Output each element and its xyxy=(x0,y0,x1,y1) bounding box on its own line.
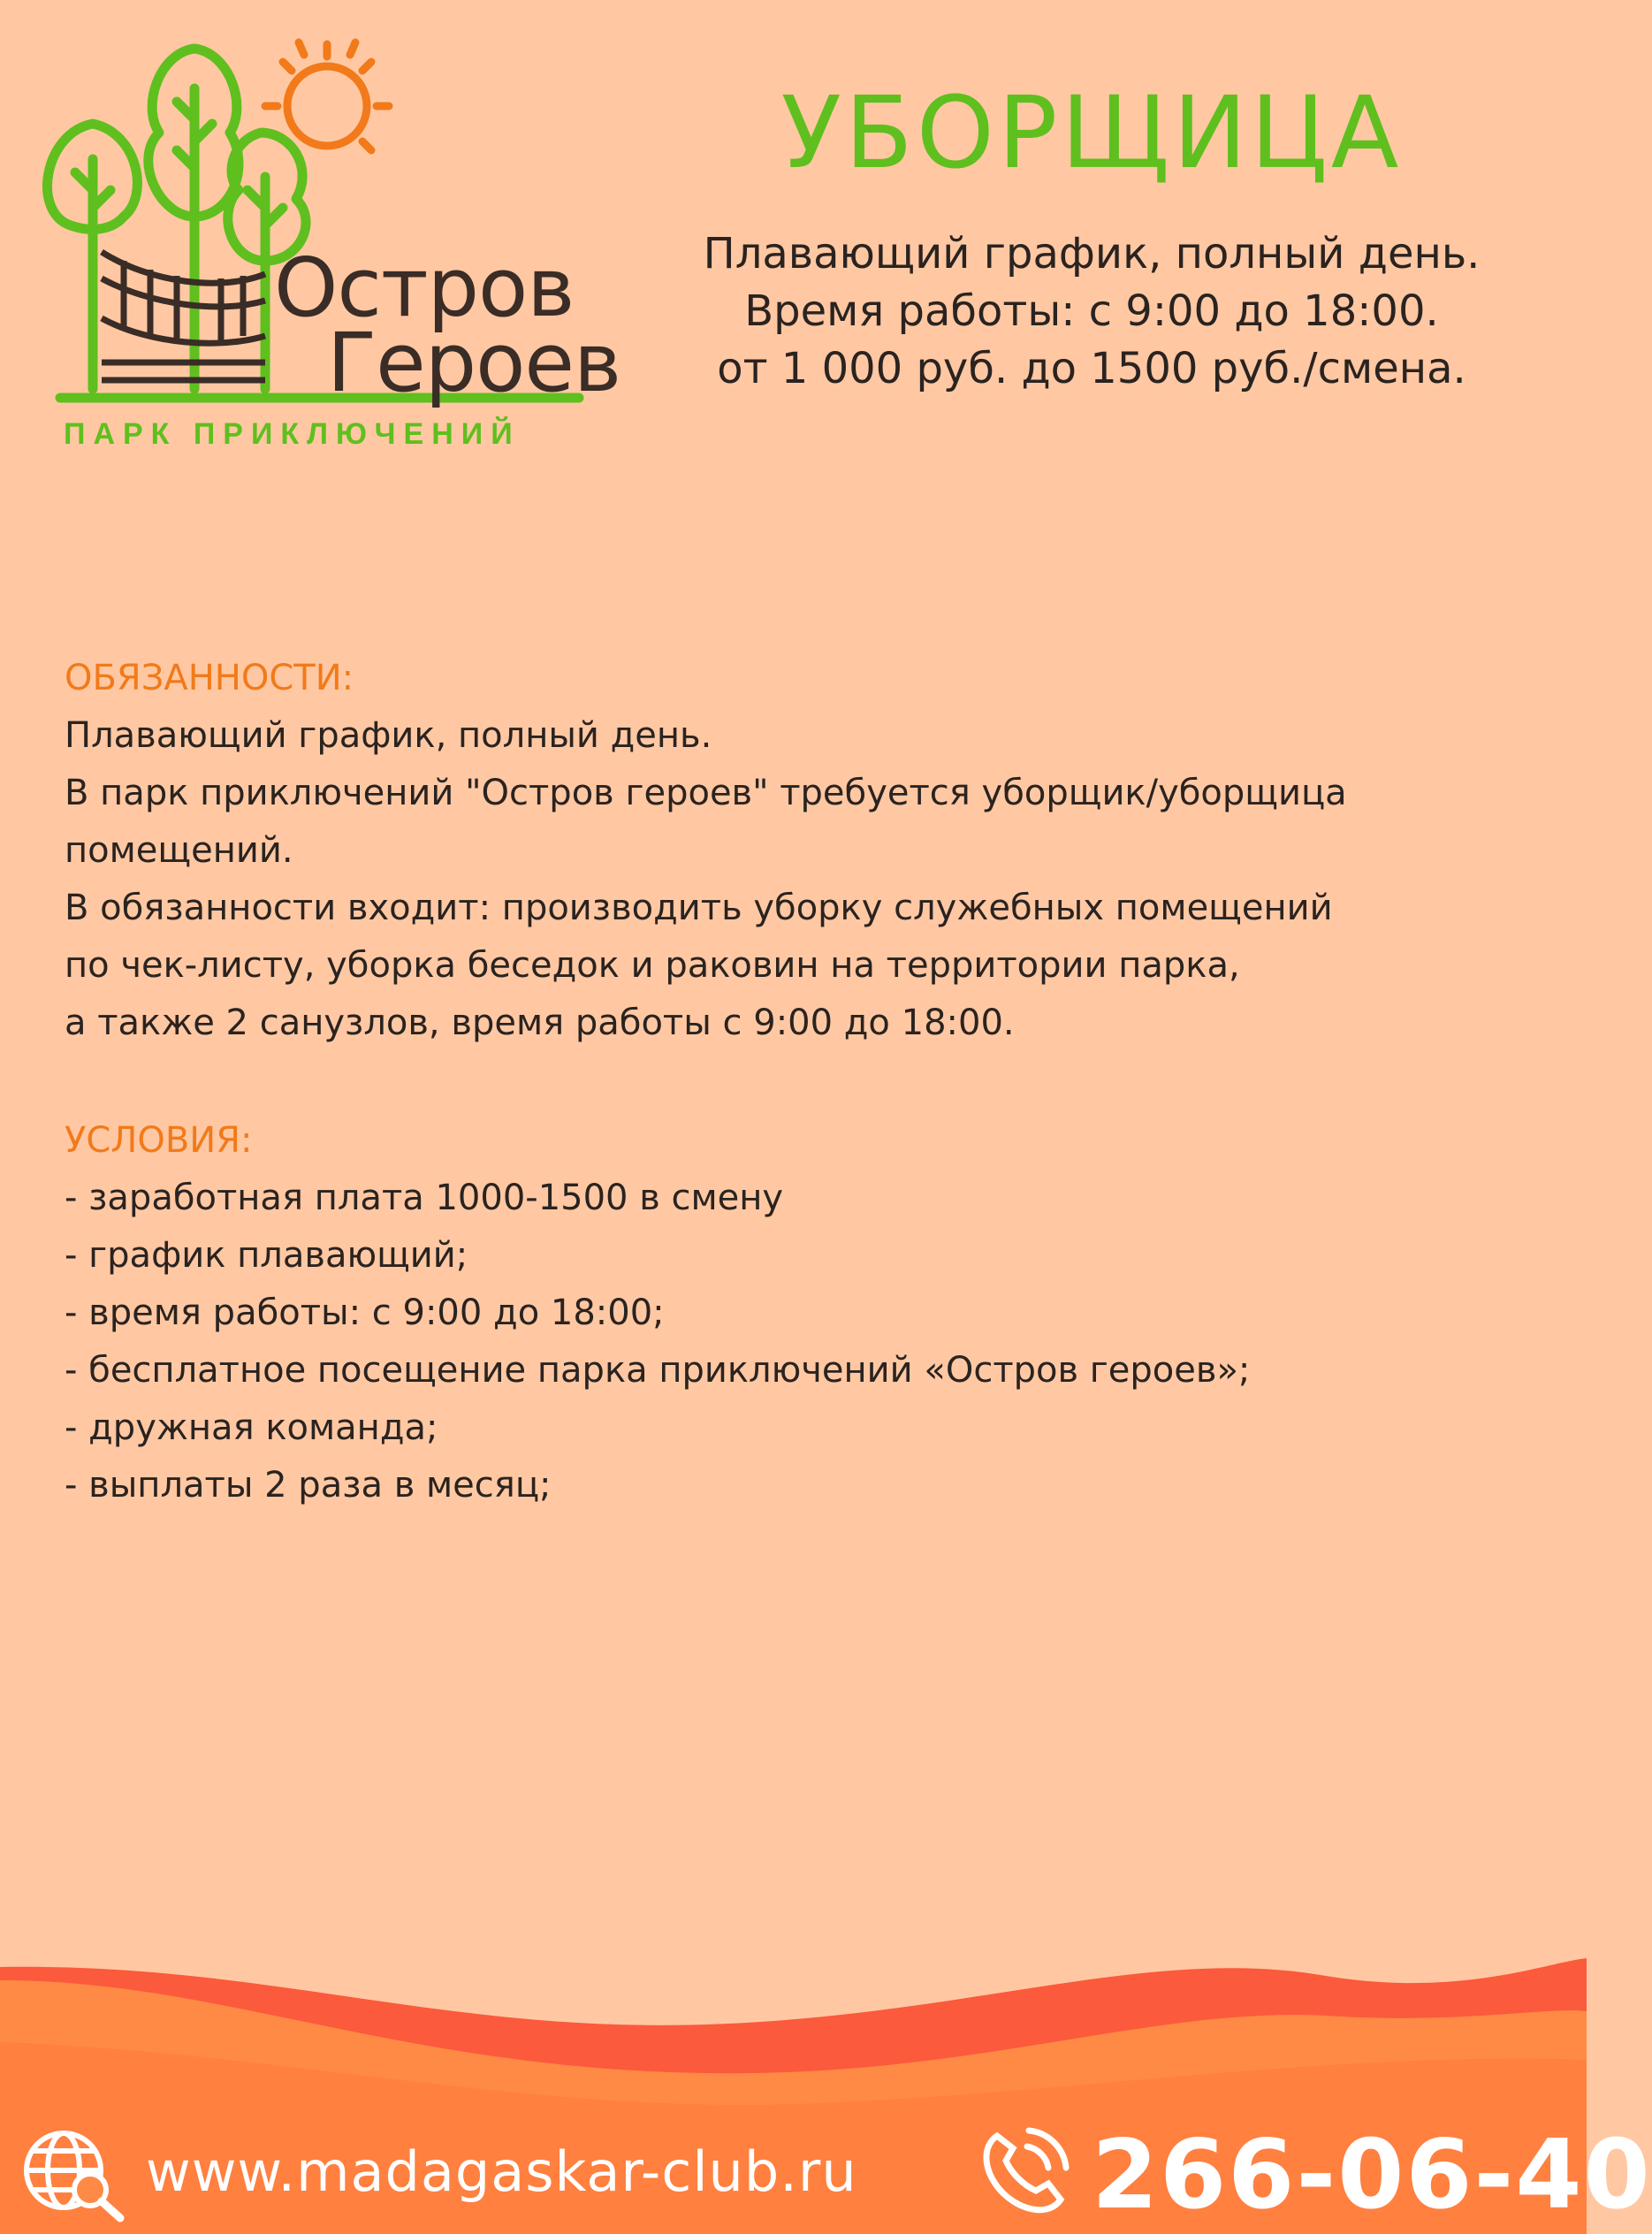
website-link[interactable]: www.madagaskar-club.ru xyxy=(146,2139,857,2204)
duties-line: а также 2 санузлов, время работы с 9:00 до 18:00. xyxy=(65,1003,1015,1043)
job-summary xyxy=(654,225,1529,398)
duties-heading: ОБЯЗАННОСТИ: xyxy=(65,658,354,698)
duties-line: В обязанности входит: производить уборку служебных помещений xyxy=(65,888,1333,928)
logo xyxy=(27,35,621,460)
conditions-line: - заработная плата 1000-1500 в смену xyxy=(65,1178,784,1218)
brand-name-line2: Героев xyxy=(327,316,621,410)
duties-line: помещений. xyxy=(65,830,293,871)
conditions-section xyxy=(65,1112,1549,1514)
duties-line: Плавающий график, полный день. xyxy=(65,715,712,756)
summary-line: от 1 000 руб. до 1500 руб./смена. xyxy=(717,344,1466,393)
phone-icon xyxy=(972,2120,1074,2222)
conditions-line: - выплаты 2 раза в месяц; xyxy=(65,1465,552,1506)
brand-name-line1: Остров xyxy=(274,240,575,335)
duties-section xyxy=(65,650,1549,1052)
page-title: УБОРЩИЦА xyxy=(780,76,1403,191)
conditions-line: - время работы: с 9:00 до 18:00; xyxy=(65,1292,665,1333)
conditions-line: - дружная команда; xyxy=(65,1407,438,1448)
conditions-heading: УСЛОВИЯ: xyxy=(65,1120,253,1161)
conditions-line: - бесплатное посещение парка приключений «Остров героев»; xyxy=(65,1350,1251,1391)
phone-number[interactable]: 266-06-40 xyxy=(1092,2120,1652,2230)
summary-line: Плавающий график, полный день. xyxy=(703,229,1481,278)
brand-subtitle: ПАРК ПРИКЛЮЧЕНИЙ xyxy=(64,417,521,451)
duties-line: по чек-листу, уборка беседок и раковин на территории парка, xyxy=(65,945,1240,986)
duties-line: В парк приключений "Остров героев" требуется уборщик/уборщица xyxy=(65,773,1347,813)
summary-line: Время работы: с 9:00 до 18:00. xyxy=(744,286,1439,336)
globe-search-icon xyxy=(21,2126,127,2223)
conditions-line: - график плавающий; xyxy=(65,1235,468,1276)
